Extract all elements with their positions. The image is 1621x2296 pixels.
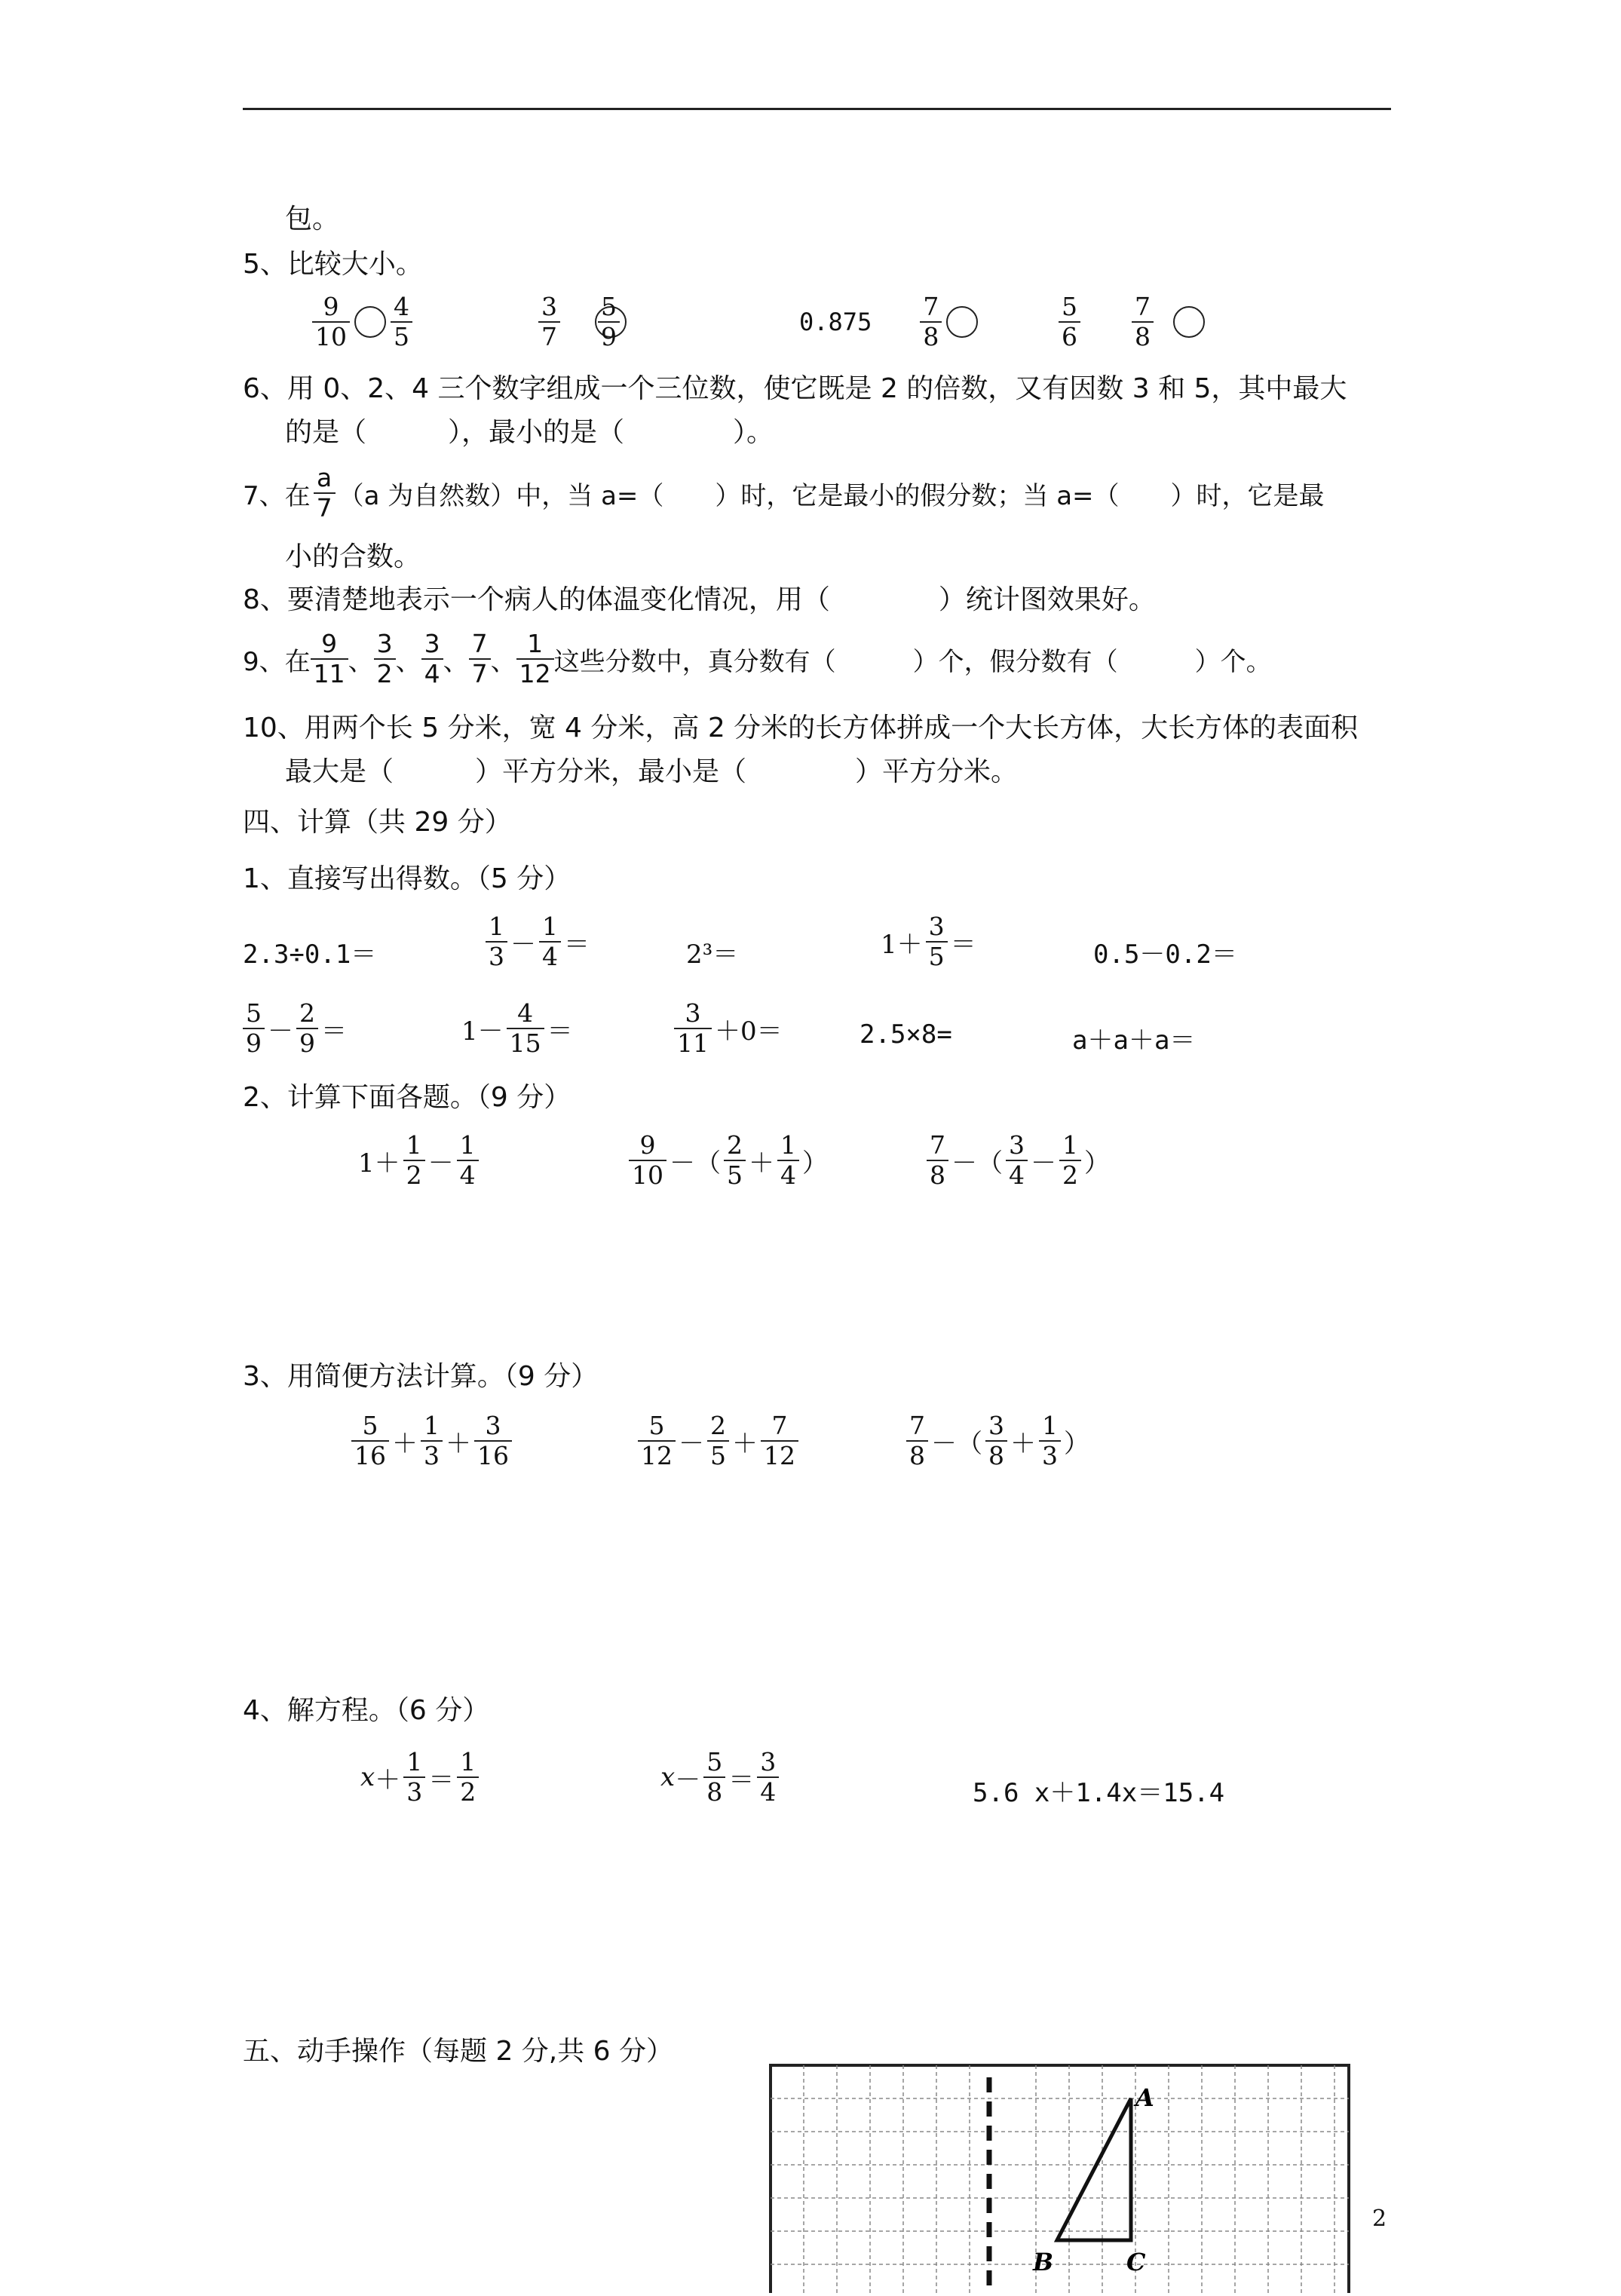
grid-figure [768,2062,1352,2293]
calc-1d: 1＋ $\frac{3}{5}$ ＝ [881,912,976,971]
calc-3b: $\frac{5}{12}$ － $\frac{2}{5}$ ＋ $\frac{7}{12}$ [635,1412,801,1470]
q7-line2: 小的合数。 [285,541,421,572]
q5-label: 5、比较大小。 [243,249,423,280]
fraction: $\frac{5}{9}$ [598,293,620,351]
q5-pair-4 [1056,293,1206,351]
page-number: 2 [1372,2206,1387,2232]
fraction: $\frac{7}{7}$ [469,630,491,688]
calc-1e: 0.5－0.2＝ [1093,940,1237,970]
calc-3a: $\frac{5}{16}$ ＋ $\frac{1}{3}$ ＋ $\frac{3}{16}$ [348,1412,515,1470]
calc-1a: 2.3÷0.1＝ [243,940,377,970]
fraction: $\frac{9}{11}$ [311,630,348,688]
q10-line2: 最大是（ ）平方分米，最小是（ ）平方分米。 [285,756,1019,787]
eq-3: 5.6 x＋1.4x＝15.4 [973,1778,1225,1808]
q7-line1: 7、在 $\frac{a}{7}$ （a 为自然数）中，当 a=（ ）时，它是最小的假分数；当 a=（ ）时，它是最 [243,463,1325,523]
q8-text: 8、要清楚地表示一个病人的体温变化情况，用（ ）统计图效果好。 [243,584,1156,615]
calc-1f: $\frac{5}{9}$ － $\frac{2}{9}$ ＝ [240,999,347,1058]
q4-tail: 包。 [285,204,340,235]
section4-part3-title: 3、用简便方法计算。（9 分） [243,1361,599,1392]
triangle [1057,2098,1131,2240]
calc-2c: $\frac{7}{8}$ －（ $\frac{3}{4}$ － $\frac{1}{2}$ ） [924,1131,1110,1190]
fraction: $\frac{3}{7}$ [538,293,560,351]
calc-1h: $\frac{3}{11}$ ＋0＝ [671,999,783,1058]
q6-line1: 6、用 0、2、4 三个数字组成一个三位数，使它既是 2 的倍数，又有因数 3 和 5，其中最大 [243,373,1347,404]
label-a: A [1135,2083,1154,2112]
section4-part1-title: 1、直接写出得数。（5 分） [243,863,571,894]
fraction: $\frac{3}{2}$ [374,630,396,688]
compare-circle[interactable] [1173,306,1205,338]
fraction: $\frac{7}{8}$ [1132,293,1154,351]
fraction: $\frac{5}{6}$ [1059,293,1080,351]
q10-line1: 10、用两个长 5 分米，宽 4 分米，高 2 分米的长方体拼成一个大长方体，大长方体的表面积 [243,713,1359,743]
calc-1c: 2³＝ [686,940,739,970]
section4-part2-title: 2、计算下面各题。（9 分） [243,1082,571,1113]
fraction: $\frac{7}{8}$ [920,293,942,351]
eq-2: x － $\frac{5}{8}$ ＝ $\frac{3}{4}$ [660,1748,782,1807]
calc-2b: $\frac{9}{10}$ －（ $\frac{2}{5}$ ＋ $\frac{1}{4}$ ） [626,1131,828,1190]
compare-circle[interactable] [946,306,978,338]
q5-pair-3: 0.875 $\frac{7}{8}$ [799,293,979,351]
calc-3c: $\frac{7}{8}$ －（ $\frac{3}{8}$ ＋ $\frac{1}{3}$ ） [903,1412,1089,1470]
fraction: $\frac{1}{12}$ [516,630,554,688]
grid-svg [768,2062,1352,2293]
label-b: B [1033,2248,1054,2276]
fraction: $\frac{9}{10}$ [312,293,350,351]
calc-1b: $\frac{1}{3}$ － $\frac{1}{4}$ ＝ [483,912,590,971]
section4-title: 四、计算（共 29 分） [243,807,512,838]
section4-part4-title: 4、解方程。（6 分） [243,1695,490,1726]
q6-line2: 的是（ ），最小的是（ ）。 [285,417,774,448]
fraction: $\frac{a}{7}$ [314,464,336,523]
grid-border [771,2065,1349,2293]
label-c: C [1126,2248,1146,2276]
fraction: $\frac{4}{5}$ [391,293,412,351]
compare-circle[interactable] [354,306,386,338]
calc-1j: a＋a＋a＝ [1072,1025,1196,1056]
grid-lines [771,2065,1349,2293]
q9-line: 9、在 $\frac{9}{11}$ 、 $\frac{3}{2}$ 、 $\frac{3}{4}$ 、 $\frac{7}{7}$ 、 $\frac{1}{12}$ 这些分数中，真分数有（ ）个，假分数有（ ）个。 [243,629,1272,688]
header-rule [243,108,1391,110]
q5-pair-1 [309,293,415,351]
calc-1g: 1－ $\frac{4}{15}$ ＝ [461,998,573,1058]
calc-2a: 1＋ $\frac{1}{2}$ － $\frac{1}{4}$ [358,1131,482,1190]
q5-pair-2 [535,293,623,351]
fraction: $\frac{3}{4}$ [421,630,443,688]
eq-1: x ＋ $\frac{1}{3}$ ＝ $\frac{1}{2}$ [360,1748,482,1807]
calc-1i: 2.5×8= [860,1019,952,1050]
section5-title: 五、动手操作（每题 2 分,共 6 分） [243,2036,674,2067]
